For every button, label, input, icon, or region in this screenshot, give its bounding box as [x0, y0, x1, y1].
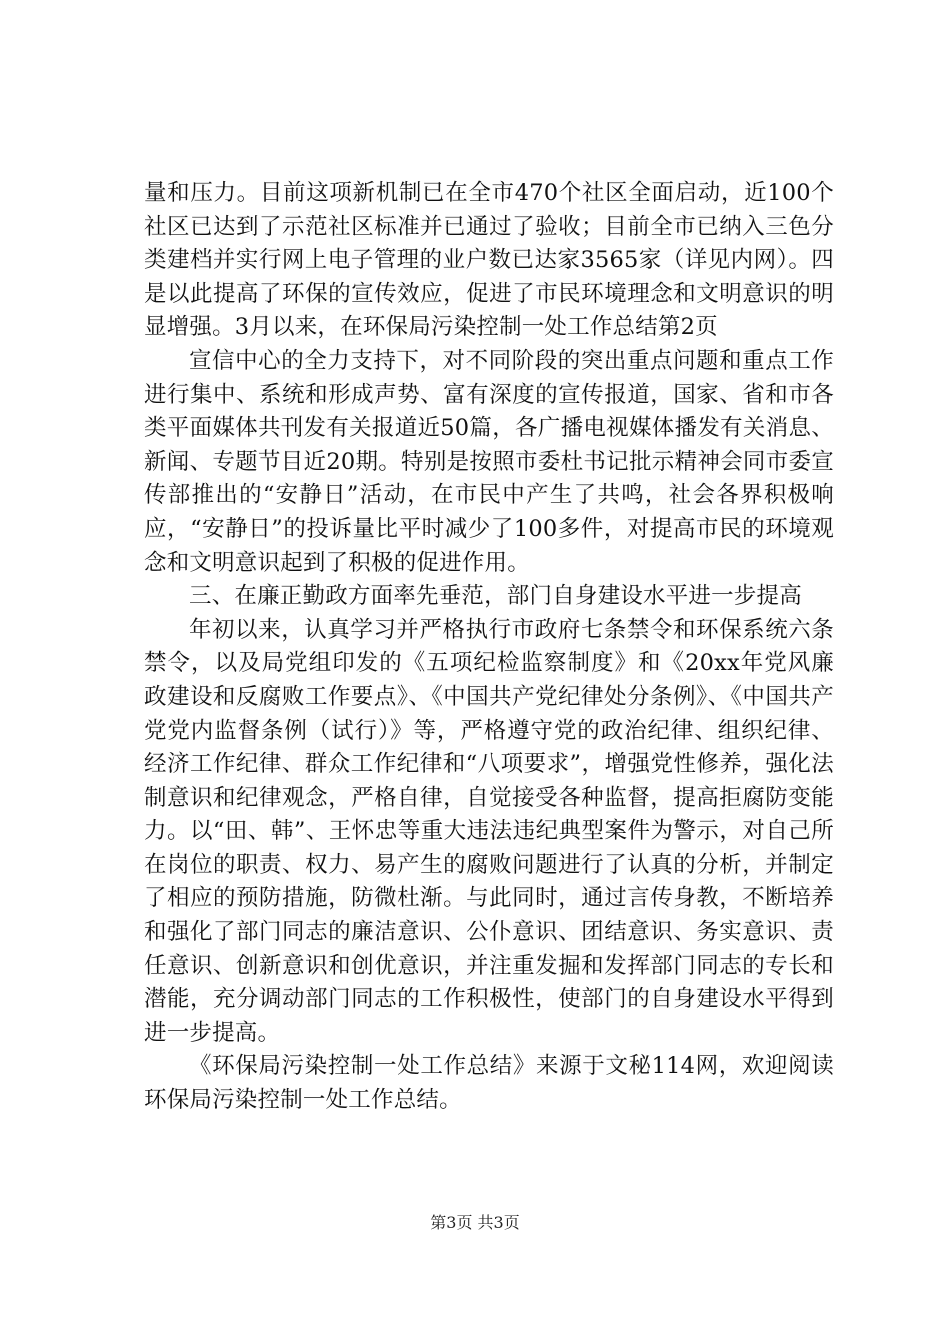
section-heading-3: 三、在廉正勤政方面率先垂范，部门自身建设水平进一步提高	[189, 583, 802, 610]
source-note: 《环保局污染控制一处工作总结》来源于文秘114网，欢迎阅读环保局污染控制一处工作总结。	[144, 1053, 834, 1114]
page-footer: 第3页 共3页	[430, 1213, 520, 1232]
document-body	[144, 177, 834, 1118]
paragraph-1: 量和压力。目前这项新机制已在全市470个社区全面启动，近100个社区已达到了示范社区标准并已通过了验收；目前全市已纳入三色分类建档并实行网上电子管理的业户数已达家3565家（详见内网）。四是以此提高了环保的宣传效应，促进了市民环境理念和文明意识的明显增强。3月以来，在环保局污染控制一处工作总结第2页	[144, 180, 834, 341]
paragraph-4: 年初以来，认真学习并严格执行市政府七条禁令和环保系统六条禁令，以及局党组印发的《五项纪检监察制度》和《20xx年党风廉政建设和反腐败工作要点》、《中国共产党纪律处分条例》、《中国共产党党内监督条例（试行）》等，严格遵守党的政治纪律、组织纪律、经济工作纪律、群众工作纪律和“八项要求”，增强党性修养，强化法制意识和纪律观念，严格自律，自觉接受各种监督，提高拒腐防变能力。以“田、韩”、王怀忠等重大违法违纪典型案件为警示，对自己所在岗位的职责、权力、易产生的腐败问题进行了认真的分析，并制定了相应的预防措施，防微杜渐。与此同时，通过言传身教，不断培养和强化了部门同志的廉洁意识、公仆意识、团结意识、务实意识、责任意识、创新意识和创优意识，并注重发掘和发挥部门同志的专长和潜能，充分调动部门同志的工作积极性，使部门的自身建设水平得到进一步提高。	[144, 616, 834, 1046]
paragraph-2: 宣信中心的全力支持下，对不同阶段的突出重点问题和重点工作进行集中、系统和形成声势、富有深度的宣传报道，国家、省和市各类平面媒体共刊发有关报道近50篇，各广播电视媒体播发有关消息、新闻、专题节目近20期。特别是按照市委杜书记批示精神会同市委宣传部推出的“安静日”活动，在市民中产生了共鸣，社会各界积极响应，“安静日”的投诉量比平时减少了100多件，对提高市民的环境观念和文明意识起到了积极的促进作用。	[144, 347, 834, 576]
